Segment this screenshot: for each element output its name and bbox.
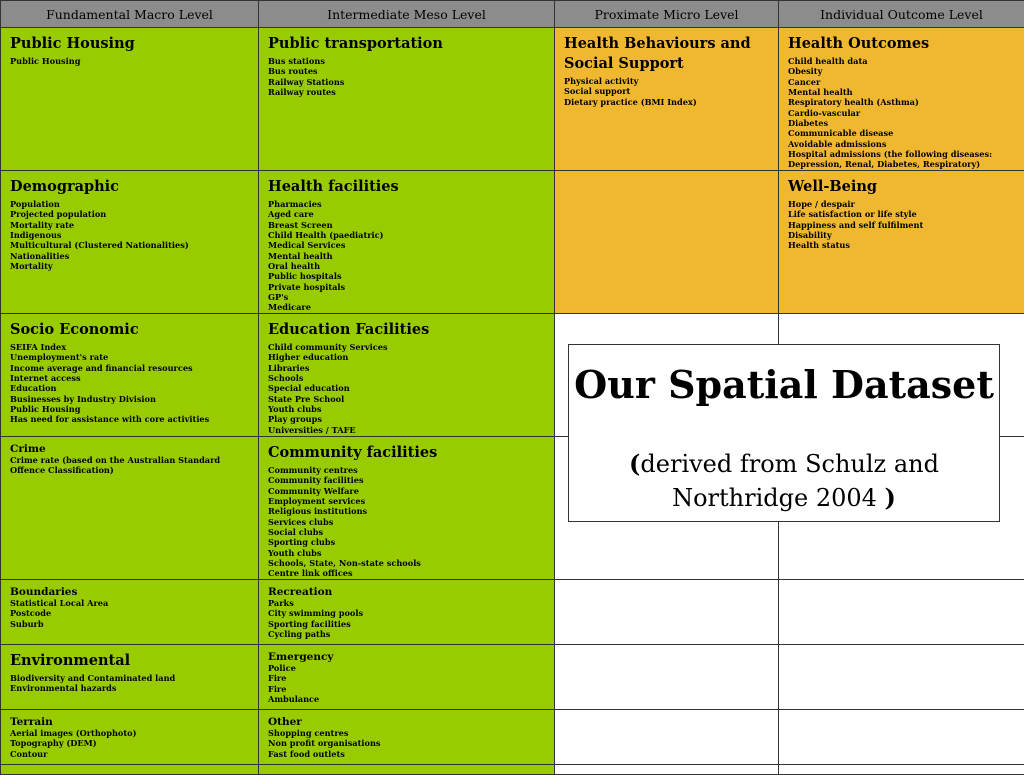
cell-item: Indigenous — [10, 230, 250, 240]
cell-item: Youth clubs — [268, 548, 546, 558]
cell-heading: Health Outcomes — [788, 34, 1016, 54]
table-cell — [779, 580, 1024, 645]
cell-item: Health status — [788, 240, 1016, 250]
dataset-title-box — [568, 344, 1000, 522]
cell-item: Mortality rate — [10, 220, 250, 230]
table-cell — [555, 171, 779, 314]
cell-item: Has need for assistance with core activities — [10, 414, 250, 424]
cell-item: Disability — [788, 230, 1016, 240]
cell-item: Respiratory health (Asthma) — [788, 97, 1016, 107]
cell-item: Fast food outlets — [268, 749, 546, 759]
table-cell — [779, 765, 1024, 775]
cell-item: Statistical Local Area — [10, 598, 250, 608]
table-cell — [1, 645, 259, 710]
cell-heading: Demographic — [10, 177, 250, 197]
cell-item: Crime rate (based on the Australian Standard Offence Classification) — [10, 455, 250, 476]
table-cell — [1, 580, 259, 645]
cell-item: Postcode — [10, 608, 250, 618]
cell-item: Social clubs — [268, 527, 546, 537]
cell-item: SEIFA Index — [10, 342, 250, 352]
cell-item: Environmental hazards — [10, 683, 250, 693]
cell-item: Child health data — [788, 56, 1016, 66]
cell-heading: Well-Being — [788, 177, 1016, 197]
table-cell — [259, 314, 555, 437]
cell-item: Social support — [564, 86, 770, 96]
cell-item: GP's — [268, 292, 546, 302]
cell-item: Universities / TAFE — [268, 425, 546, 435]
table-cell — [259, 28, 555, 171]
cell-item: Fire — [268, 684, 546, 694]
cell-item: Biodiversity and Contaminated land — [10, 673, 250, 683]
cell-item: Railway routes — [268, 87, 546, 97]
cell-heading: Boundaries — [10, 586, 250, 598]
cell-item: Obesity — [788, 66, 1016, 76]
cell-item: Dietary practice (BMI Index) — [564, 97, 770, 107]
cell-item: Education — [10, 383, 250, 393]
cell-item: Suburb — [10, 619, 250, 629]
cell-heading: Education Facilities — [268, 320, 546, 340]
dataset-title: Our Spatial Dataset — [569, 363, 999, 407]
cell-item: Contour — [10, 749, 250, 759]
cell-item: Topography (DEM) — [10, 738, 250, 748]
cell-heading: Emergency — [268, 651, 546, 663]
table-cell — [555, 710, 779, 765]
column-header: Fundamental Macro Level — [1, 1, 259, 28]
cell-item: Avoidable admissions — [788, 139, 1016, 149]
cell-item: Child Health (paediatric) — [268, 230, 546, 240]
cell-item: Mental health — [268, 251, 546, 261]
table-row — [1, 710, 1024, 765]
cell-item: Public Housing — [10, 404, 250, 414]
table-cell — [555, 645, 779, 710]
cell-item: Ambulance — [268, 694, 546, 704]
cell-item: Sporting facilities — [268, 619, 546, 629]
cell-item: Hospital admissions (the following diseases: Depression, Renal, Diabetes, Respiratory) — [788, 149, 1016, 170]
cell-item: Medical Services — [268, 240, 546, 250]
table-cell — [1, 437, 259, 580]
table-row — [1, 580, 1024, 645]
cell-item: Community Welfare — [268, 486, 546, 496]
table-cell — [1, 314, 259, 437]
table-cell — [779, 710, 1024, 765]
cell-item: Breast Screen — [268, 220, 546, 230]
subtitle-text: derived from Schulz and Northridge 2004 — [640, 450, 939, 512]
cell-item: Public hospitals — [268, 271, 546, 281]
table-cell — [259, 645, 555, 710]
cell-item: Public Housing — [10, 56, 250, 66]
cell-item: Community facilities — [268, 475, 546, 485]
cell-item: City swimming pools — [268, 608, 546, 618]
cell-heading: Other — [268, 716, 546, 728]
table-cell — [555, 28, 779, 171]
cell-item: Railway Stations — [268, 77, 546, 87]
table-cell — [779, 171, 1024, 314]
column-header: Intermediate Meso Level — [259, 1, 555, 28]
cell-item: Projected population — [10, 209, 250, 219]
cell-item: Services clubs — [268, 517, 546, 527]
cell-item: State Pre School — [268, 394, 546, 404]
cell-item: Special education — [268, 383, 546, 393]
cell-item: Communicable disease — [788, 128, 1016, 138]
dataset-subtitle — [569, 447, 999, 515]
table-row — [1, 171, 1024, 314]
cell-item: Cycling paths — [268, 629, 546, 639]
cell-item: Youth clubs — [268, 404, 546, 414]
table-row — [1, 28, 1024, 171]
column-header: Individual Outcome Level — [779, 1, 1024, 28]
table-cell — [1, 171, 259, 314]
cell-item: Aerial images (Orthophoto) — [10, 728, 250, 738]
cell-heading: Public transportation — [268, 34, 546, 54]
cell-item: Unemployment's rate — [10, 352, 250, 362]
cell-heading: Health Behaviours and Social Support — [564, 34, 770, 74]
cell-item: Mental health — [788, 87, 1016, 97]
cell-item: Religious institutions — [268, 506, 546, 516]
table-row — [1, 645, 1024, 710]
cell-item: Mortality — [10, 261, 250, 271]
cell-item: Private hospitals — [268, 282, 546, 292]
table-cell — [555, 580, 779, 645]
cell-item: Police — [268, 663, 546, 673]
table-cell — [259, 171, 555, 314]
cell-item: Multicultural (Clustered Nationalities) — [10, 240, 250, 250]
cell-item: Schools, State, Non-state schools — [268, 558, 546, 568]
close-paren: ) — [885, 483, 896, 512]
cell-item: Diabetes — [788, 118, 1016, 128]
cell-heading: Community facilities — [268, 443, 546, 463]
cell-item: Parks — [268, 598, 546, 608]
header-row — [1, 1, 1024, 28]
column-header: Proximate Micro Level — [555, 1, 779, 28]
cell-item: Internet access — [10, 373, 250, 383]
cell-item: Non profit organisations — [268, 738, 546, 748]
cell-item: Physical activity — [564, 76, 770, 86]
cell-item: Bus stations — [268, 56, 546, 66]
cell-item: Income average and financial resources — [10, 363, 250, 373]
cell-item: Shopping centres — [268, 728, 546, 738]
table-cell — [779, 645, 1024, 710]
cell-item: Bus routes — [268, 66, 546, 76]
cell-item: Schools — [268, 373, 546, 383]
cell-heading: Environmental — [10, 651, 250, 671]
table-cell — [259, 580, 555, 645]
cell-item: Hope / despair — [788, 199, 1016, 209]
table-cell — [555, 765, 779, 775]
cell-item: Cancer — [788, 77, 1016, 87]
cell-item: Employment services — [268, 496, 546, 506]
cell-item: Pharmacies — [268, 199, 546, 209]
cell-heading: Socio Economic — [10, 320, 250, 340]
cell-item: Population — [10, 199, 250, 209]
open-paren: ( — [629, 449, 640, 478]
cell-item: Fire — [268, 673, 546, 683]
cell-item: Play groups — [268, 414, 546, 424]
cell-heading: Recreation — [268, 586, 546, 598]
table-cell — [1, 765, 259, 775]
cell-item: Oral health — [268, 261, 546, 271]
table-cell — [259, 765, 555, 775]
cell-item: Medicare — [268, 302, 546, 312]
cell-item: Businesses by Industry Division — [10, 394, 250, 404]
table-cell — [1, 710, 259, 765]
cell-heading: Health facilities — [268, 177, 546, 197]
cell-heading: Public Housing — [10, 34, 250, 54]
cell-item: Happiness and self fulfilment — [788, 220, 1016, 230]
cell-item: Higher education — [268, 352, 546, 362]
cell-heading: Crime — [10, 443, 250, 455]
table-cell — [1, 28, 259, 171]
table-cell — [779, 28, 1024, 171]
cell-heading: Terrain — [10, 716, 250, 728]
cell-item: Cardio-vascular — [788, 108, 1016, 118]
table-cell — [259, 437, 555, 580]
table-cell — [259, 710, 555, 765]
cell-item: Centre link offices — [268, 568, 546, 578]
cell-item: Life satisfaction or life style — [788, 209, 1016, 219]
cell-item: Nationalities — [10, 251, 250, 261]
cell-item: Sporting clubs — [268, 537, 546, 547]
cell-item: Libraries — [268, 363, 546, 373]
cell-item: Aged care — [268, 209, 546, 219]
cell-item: Child community Services — [268, 342, 546, 352]
cell-item: Community centres — [268, 465, 546, 475]
table-row — [1, 765, 1024, 775]
